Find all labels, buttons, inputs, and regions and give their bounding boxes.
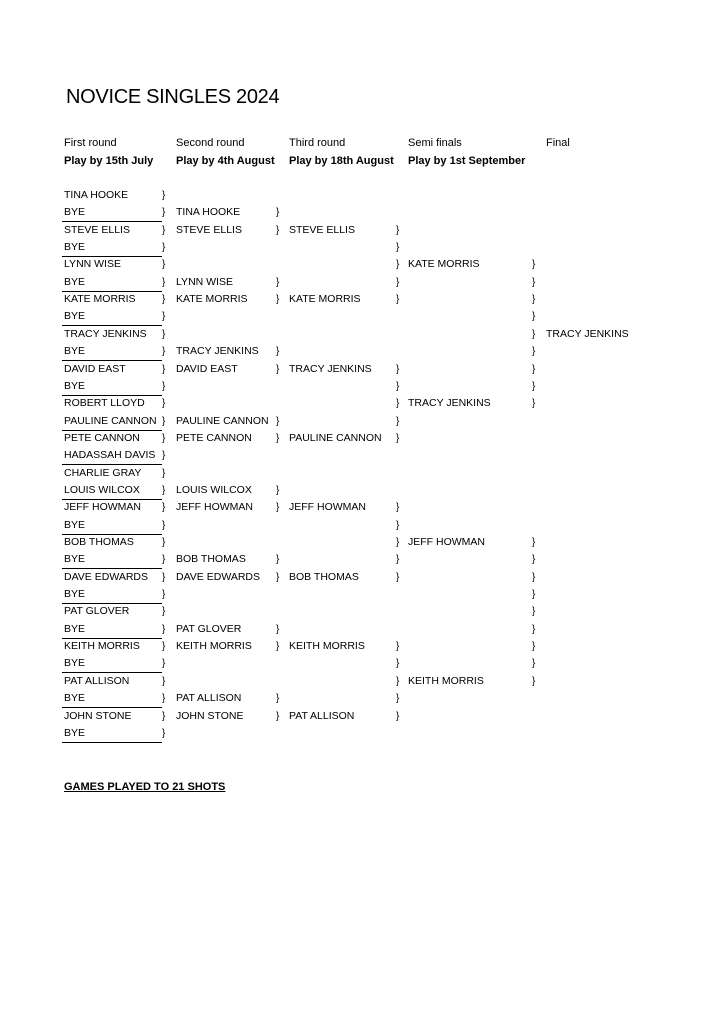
third-round-entry: TRACY JENKINS — [289, 362, 372, 375]
first-round-entry: TRACY JENKINS — [64, 327, 147, 340]
bracket-brace: } — [162, 311, 166, 323]
first-round-entry: STEVE ELLIS — [64, 223, 130, 236]
first-round-entry: TINA HOOKE — [64, 189, 129, 201]
pairing-underline — [62, 499, 162, 500]
bracket-brace: } — [276, 571, 280, 583]
bracket-brace: } — [276, 710, 280, 722]
pairing-underline — [62, 360, 162, 361]
first-round-entry: DAVE EDWARDS — [64, 570, 149, 583]
second-round-entry: LOUIS WILCOX — [176, 483, 252, 496]
second-round-entry: BOB THOMAS — [176, 553, 246, 566]
bracket-brace: } — [276, 415, 280, 427]
bracket-brace: } — [162, 190, 166, 201]
bracket-brace: } — [532, 294, 536, 306]
semi-final-entry: JEFF HOWMAN — [408, 536, 485, 548]
bracket-brace: } — [396, 693, 400, 705]
pairing-underline — [62, 672, 162, 673]
bracket-brace: } — [162, 363, 166, 375]
bracket-brace: } — [396, 519, 400, 531]
pairing-underline — [62, 707, 162, 708]
bracket-brace: } — [276, 623, 280, 635]
bracket-brace: } — [532, 328, 536, 340]
first-round-entry: HADASSAH DAVIS — [64, 449, 156, 462]
bracket-brace: } — [162, 589, 166, 601]
bracket-brace: } — [162, 727, 166, 739]
second-round-entry: PAT GLOVER — [176, 622, 242, 635]
bracket-brace: } — [396, 380, 400, 392]
bracket-brace: } — [162, 571, 166, 583]
bracket-brace: } — [532, 380, 536, 392]
pairing-underline — [62, 464, 162, 465]
header-third-round: Third round — [289, 137, 346, 149]
header-first-round: First round — [64, 137, 117, 149]
deadline-first-round: Play by 15th July — [64, 155, 154, 167]
bracket-brace: } — [162, 537, 166, 548]
pairing-underline — [62, 534, 162, 535]
second-round-entry: KEITH MORRIS — [176, 640, 252, 653]
second-round-entry: TRACY JENKINS — [176, 345, 259, 358]
bracket-brace: } — [396, 537, 400, 548]
bracket-brace: } — [532, 311, 536, 323]
bracket-brace: } — [162, 328, 166, 340]
first-round-entry: BYE — [64, 692, 86, 705]
second-round-entry: JOHN STONE — [176, 709, 244, 722]
first-round-entry: PETE CANNON — [64, 431, 140, 444]
third-round-entry: STEVE ELLIS — [289, 223, 355, 236]
first-round-entry: BYE — [64, 726, 86, 739]
first-round-entry: BOB THOMAS — [64, 536, 134, 548]
pairing-underline — [62, 221, 162, 222]
bracket-brace: } — [532, 346, 536, 358]
bracket-brace: } — [532, 675, 536, 687]
bracket-brace: } — [162, 207, 166, 219]
first-round-entry: BYE — [64, 275, 86, 288]
pairing-underline — [62, 603, 162, 604]
bracket-brace: } — [396, 294, 400, 306]
bracket-brace: } — [532, 537, 536, 548]
first-round-entry: PAT GLOVER — [64, 605, 130, 618]
third-round-entry: KEITH MORRIS — [289, 640, 365, 653]
semi-final-entry: TRACY JENKINS — [408, 397, 491, 410]
bracket-brace: } — [276, 554, 280, 566]
bracket-brace: } — [162, 658, 166, 670]
bracket-brace: } — [396, 710, 400, 722]
pairing-underline — [62, 256, 162, 257]
bracket-brace: } — [162, 502, 166, 514]
semi-final-entry: KEITH MORRIS — [408, 674, 484, 687]
pairing-underline — [62, 742, 162, 743]
bracket-brace: } — [276, 276, 280, 288]
bracket-brace: } — [162, 450, 166, 462]
deadline-semi-finals: Play by 1st September — [408, 155, 526, 167]
final-winner: TRACY JENKINS — [546, 327, 629, 340]
bracket-brace: } — [396, 415, 400, 427]
bracket-brace: } — [396, 675, 400, 687]
bracket-brace: } — [162, 693, 166, 705]
bracket-brace: } — [276, 502, 280, 514]
pairing-underline — [62, 291, 162, 292]
bracket-brace: } — [162, 346, 166, 358]
bracket-brace: } — [162, 380, 166, 392]
bracket-brace: } — [276, 294, 280, 306]
bracket-brace: } — [396, 398, 400, 410]
first-round-entry: ROBERT LLOYD — [64, 397, 145, 410]
bracket-brace: } — [276, 641, 280, 653]
bracket-brace: } — [162, 519, 166, 531]
second-round-entry: PAT ALLISON — [176, 692, 242, 705]
second-round-entry: KATE MORRIS — [176, 293, 248, 306]
second-round-entry: DAVID EAST — [176, 362, 238, 375]
first-round-entry: BYE — [64, 241, 86, 254]
pairing-underline — [62, 568, 162, 569]
deadline-third-round: Play by 18th August — [289, 155, 394, 167]
bracket-brace: } — [162, 398, 166, 410]
third-round-entry: PAT ALLISON — [289, 709, 355, 722]
bracket-brace: } — [162, 484, 166, 496]
second-round-entry: PAULINE CANNON — [176, 414, 269, 427]
third-round-entry: JEFF HOWMAN — [289, 501, 366, 514]
first-round-entry: KATE MORRIS — [64, 293, 136, 306]
bracket-brace: } — [396, 432, 400, 444]
bracket-brace: } — [276, 484, 280, 496]
bracket-brace: } — [162, 710, 166, 722]
second-round-entry: PETE CANNON — [176, 431, 252, 444]
third-round-entry: PAULINE CANNON — [289, 431, 382, 444]
first-round-entry: BYE — [64, 622, 86, 635]
bracket-brace: } — [396, 224, 400, 236]
bracket-brace: } — [276, 693, 280, 705]
bracket-brace: } — [532, 589, 536, 601]
bracket-brace: } — [162, 606, 166, 618]
header-final: Final — [546, 137, 570, 149]
second-round-entry: TINA HOOKE — [176, 206, 241, 219]
bracket-brace: } — [162, 259, 166, 271]
first-round-entry: BYE — [64, 379, 86, 392]
bracket-brace: } — [532, 398, 536, 410]
second-round-entry: DAVE EDWARDS — [176, 570, 261, 583]
bracket-brace: } — [532, 554, 536, 566]
bracket-brace: } — [162, 675, 166, 687]
pairing-underline — [62, 395, 162, 396]
first-round-entry: LOUIS WILCOX — [64, 483, 140, 496]
bracket-brace: } — [532, 571, 536, 583]
bracket-brace: } — [162, 432, 166, 444]
bracket-brace: } — [396, 658, 400, 670]
bracket-brace: } — [532, 276, 536, 288]
first-round-entry: LYNN WISE — [64, 258, 121, 271]
bracket-brace: } — [396, 363, 400, 375]
bracket-brace: } — [532, 259, 536, 271]
second-round-entry: JEFF HOWMAN — [176, 501, 253, 514]
bracket-brace: } — [162, 554, 166, 566]
first-round-entry: PAULINE CANNON — [64, 414, 157, 427]
first-round-entry: BYE — [64, 345, 86, 358]
games-note: GAMES PLAYED TO 21 SHOTS — [64, 781, 226, 793]
semi-final-entry: KATE MORRIS — [408, 258, 480, 271]
first-round-entry: BYE — [64, 588, 86, 601]
first-round-entry: CHARLIE GRAY — [64, 466, 142, 479]
pairing-underline — [62, 430, 162, 431]
bracket-brace: } — [276, 432, 280, 444]
pairing-underline — [62, 638, 162, 639]
bracket-brace: } — [532, 363, 536, 375]
third-round-entry: BOB THOMAS — [289, 570, 359, 583]
bracket-brace: } — [276, 224, 280, 236]
first-round-entry: KEITH MORRIS — [64, 640, 140, 653]
bracket-brace: } — [162, 467, 166, 479]
first-round-entry: BYE — [64, 518, 86, 531]
bracket-brace: } — [396, 641, 400, 653]
bracket-brace: } — [396, 276, 400, 288]
first-round-entry: BYE — [64, 310, 86, 323]
bracket-brace: } — [532, 623, 536, 635]
first-round-entry: DAVID EAST — [64, 362, 126, 375]
bracket-brace: } — [162, 224, 166, 236]
first-round-entry: PAT ALLISON — [64, 674, 130, 687]
bracket-brace: } — [162, 623, 166, 635]
first-round-entry: JEFF HOWMAN — [64, 501, 141, 514]
bracket-brace: } — [162, 276, 166, 288]
bracket-brace: } — [532, 658, 536, 670]
bracket-brace: } — [276, 363, 280, 375]
pairing-underline — [62, 325, 162, 326]
bracket-brace: } — [396, 259, 400, 271]
bracket-brace: } — [162, 415, 166, 427]
bracket-brace: } — [532, 606, 536, 618]
first-round-entry: JOHN STONE — [64, 709, 132, 722]
page-title: NOVICE SINGLES 2024 — [66, 86, 280, 108]
bracket-brace: } — [276, 346, 280, 358]
first-round-entry: BYE — [64, 206, 86, 219]
header-second-round: Second round — [176, 137, 245, 149]
bracket-brace: } — [396, 554, 400, 566]
bracket-brace: } — [396, 571, 400, 583]
bracket-brace: } — [162, 242, 166, 254]
header-semi-finals: Semi finals — [408, 137, 462, 149]
third-round-entry: KATE MORRIS — [289, 293, 361, 306]
bracket-brace: } — [396, 242, 400, 254]
bracket-brace: } — [532, 641, 536, 653]
first-round-entry: BYE — [64, 657, 86, 670]
bracket-brace: } — [396, 502, 400, 514]
second-round-entry: STEVE ELLIS — [176, 223, 242, 236]
first-round-entry: BYE — [64, 553, 86, 566]
second-round-entry: LYNN WISE — [176, 275, 233, 288]
deadline-second-round: Play by 4th August — [176, 155, 275, 167]
bracket-brace: } — [162, 641, 166, 653]
bracket-brace: } — [276, 207, 280, 219]
bracket-brace: } — [162, 294, 166, 306]
